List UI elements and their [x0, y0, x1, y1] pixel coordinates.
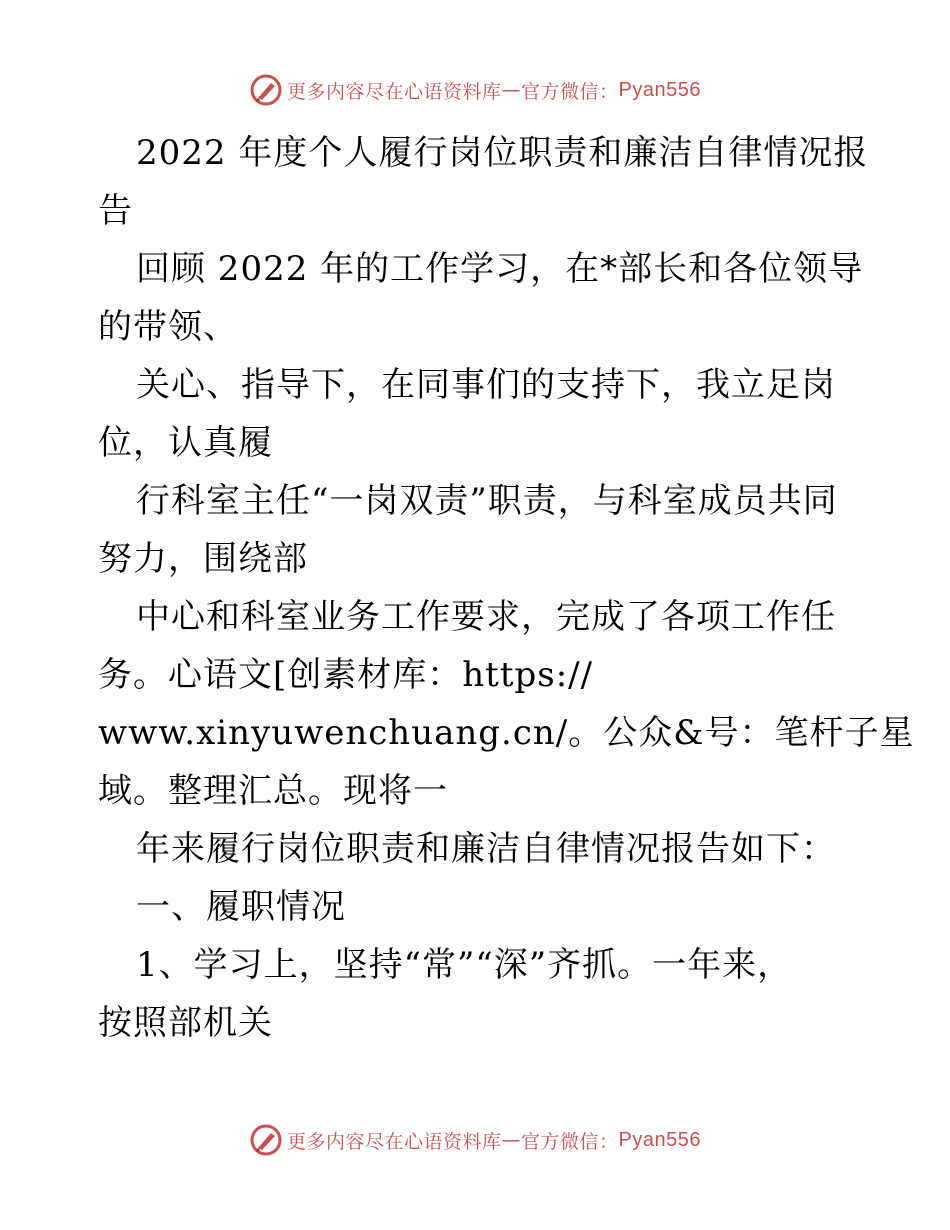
banner-separator: —	[501, 79, 522, 101]
text-line: 域。整理汇总。现将一	[98, 771, 448, 811]
banner-separator: —	[501, 1129, 522, 1151]
pen-circle-logo	[249, 1123, 283, 1157]
text-line: www.xinyuwenchuang.cn/。公众&号：笔杆子星	[98, 713, 915, 753]
text-line: 的带领、	[98, 307, 238, 347]
banner-suffix: 官方微信：	[521, 80, 619, 103]
banner-text: 更多内容尽在心语资料库	[287, 80, 502, 103]
text-line: 中心和科室业务工作要求，完成了各项工作任	[136, 597, 836, 637]
text-line: 关心、指导下，在同事们的支持下，我立足岗	[136, 365, 836, 405]
text-line: 按照部机关	[98, 1003, 273, 1043]
banner-brand: Pyan556	[618, 1128, 701, 1151]
text-line: 回顾 2022 年的工作学习，在*部长和各位领导	[136, 249, 864, 289]
document-body	[98, 124, 915, 1052]
banner-suffix: 官方微信：	[521, 1130, 619, 1153]
text-line: 位，认真履	[98, 423, 273, 463]
text-line: 一、履职情况	[136, 887, 346, 927]
footer-banner	[0, 1120, 950, 1160]
text-line: 2022 年度个人履行岗位职责和廉洁自律情况报	[136, 133, 869, 173]
text-line: 告	[98, 191, 133, 231]
banner-brand: Pyan556	[618, 78, 701, 101]
text-line: 1、学习上，坚持“常”“深”齐抓。一年来，	[136, 945, 793, 985]
text-line: 年来履行岗位职责和廉洁自律情况报告如下：	[136, 829, 836, 869]
pen-circle-logo	[249, 73, 283, 107]
header-banner	[0, 70, 950, 110]
banner-text: 更多内容尽在心语资料库	[287, 1130, 502, 1153]
text-line: 努力，围绕部	[98, 539, 308, 579]
text-line: 行科室主任“一岗双责”职责，与科室成员共同	[136, 481, 838, 521]
text-line: 务。心语文[创素材库：https://	[98, 655, 594, 695]
